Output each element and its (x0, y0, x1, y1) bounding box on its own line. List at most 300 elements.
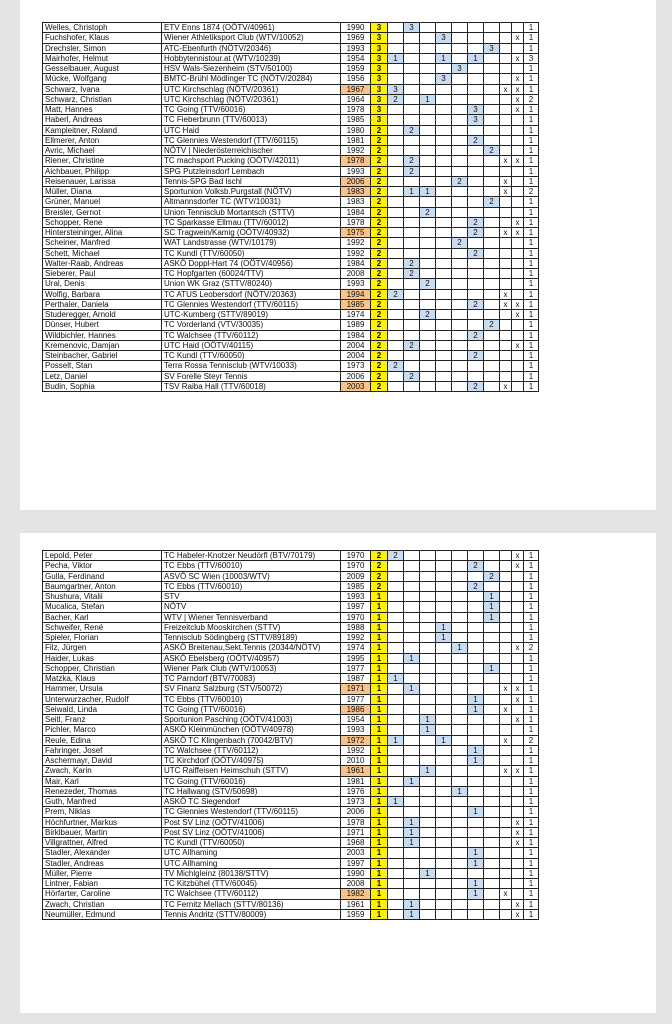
table-row (43, 704, 539, 714)
mark-cell (512, 848, 524, 858)
tournament-slot-cell (436, 217, 452, 227)
tournament-slot-cell: 2 (468, 135, 484, 145)
tournament-slot-cell: 1 (420, 715, 436, 725)
tournament-slot-cell (388, 766, 404, 776)
tournament-slot-cell (452, 269, 468, 279)
tournament-slot-cell (484, 371, 500, 381)
count-cell: 1 (524, 602, 539, 612)
tournament-slot-cell (484, 351, 500, 361)
tournament-slot-cell: 2 (468, 381, 484, 391)
points-cell: 1 (371, 756, 388, 766)
player-name-cell: Neumüller, Edmund (43, 909, 162, 919)
tournament-slot-cell (388, 125, 404, 135)
tournament-slot-cell (484, 53, 500, 63)
tournament-slot-cell (452, 899, 468, 909)
table-row (43, 299, 539, 309)
mark-cell (500, 909, 512, 919)
tournament-slot-cell (484, 258, 500, 268)
tournament-slot-cell (404, 704, 420, 714)
tournament-slot-cell (404, 643, 420, 653)
tournament-slot-cell (484, 704, 500, 714)
mark-cell (500, 105, 512, 115)
tournament-slot-cell (404, 592, 420, 602)
tournament-slot-cell: 2 (452, 238, 468, 248)
tournament-slot-cell (388, 807, 404, 817)
tournament-slot-cell (420, 612, 436, 622)
tournament-slot-cell (436, 797, 452, 807)
tournament-slot-cell (420, 248, 436, 258)
tournament-slot-cell (452, 156, 468, 166)
mark-cell (500, 125, 512, 135)
table-row (43, 269, 539, 279)
count-cell: 1 (524, 786, 539, 796)
tournament-slot-cell: 1 (452, 643, 468, 653)
tournament-slot-cell (436, 899, 452, 909)
points-cell: 1 (371, 715, 388, 725)
points-cell: 1 (371, 776, 388, 786)
points-cell: 2 (371, 279, 388, 289)
tournament-slot-cell (388, 725, 404, 735)
tournament-slot-cell: 2 (484, 571, 500, 581)
tournament-slot-cell (468, 23, 484, 33)
tournament-slot-cell (452, 715, 468, 725)
count-cell: 1 (524, 879, 539, 889)
table-row (43, 115, 539, 125)
club-cell: TC machsport Pucking (OÖTV/42011) (162, 156, 341, 166)
tournament-slot-cell (420, 146, 436, 156)
tournament-slot-cell (468, 125, 484, 135)
tournament-slot-cell (484, 156, 500, 166)
birth-year-cell: 2006 (341, 807, 371, 817)
tournament-slot-cell (404, 622, 420, 632)
tournament-slot-cell (388, 135, 404, 145)
table-row (43, 23, 539, 33)
tournament-slot-cell (468, 622, 484, 632)
points-cell: 2 (371, 258, 388, 268)
tournament-slot-cell (420, 33, 436, 43)
player-name-cell: Ellmerer, Anton (43, 135, 162, 145)
tournament-slot-cell (404, 858, 420, 868)
points-cell: 2 (371, 197, 388, 207)
mark-cell (512, 381, 524, 391)
tournament-slot-cell (452, 166, 468, 176)
tournament-slot-cell (452, 704, 468, 714)
points-cell: 2 (371, 146, 388, 156)
tournament-slot-cell (420, 653, 436, 663)
tournament-slot-cell (484, 340, 500, 350)
tournament-slot-cell (452, 340, 468, 350)
birth-year-cell: 1978 (341, 217, 371, 227)
tournament-slot-cell (388, 156, 404, 166)
tournament-slot-cell (468, 653, 484, 663)
mark-cell (500, 899, 512, 909)
table-row (43, 889, 539, 899)
tournament-slot-cell (452, 371, 468, 381)
tournament-slot-cell (484, 848, 500, 858)
mark-cell (512, 115, 524, 125)
tournament-slot-cell: 3 (484, 43, 500, 53)
tournament-slot-cell (468, 74, 484, 84)
mark-cell (500, 166, 512, 176)
club-cell: Terra Rossa Tennisclub (WTV/10033) (162, 361, 341, 371)
mark-cell (500, 33, 512, 43)
tournament-slot-cell (420, 879, 436, 889)
table-row (43, 33, 539, 43)
table-row (43, 156, 539, 166)
tournament-slot-cell (420, 105, 436, 115)
club-cell: Union WK Graz (STTV/80240) (162, 279, 341, 289)
count-cell: 1 (524, 43, 539, 53)
club-cell: UTC Kirchschlag (NÖTV/20361) (162, 94, 341, 104)
tournament-slot-cell (388, 269, 404, 279)
mark-cell: x (512, 551, 524, 561)
tournament-slot-cell: 2 (404, 371, 420, 381)
table-row (43, 592, 539, 602)
count-cell: 1 (524, 551, 539, 561)
tournament-slot-cell (452, 838, 468, 848)
table-row (43, 238, 539, 248)
mark-cell (500, 115, 512, 125)
tournament-slot-cell (388, 909, 404, 919)
tournament-slot-cell (420, 622, 436, 632)
tournament-slot-cell (420, 684, 436, 694)
tournament-slot-cell (484, 176, 500, 186)
mark-cell (500, 53, 512, 63)
tournament-slot-cell (404, 310, 420, 320)
points-cell: 1 (371, 858, 388, 868)
tournament-slot-cell: 1 (484, 602, 500, 612)
mark-cell: x (500, 156, 512, 166)
mark-cell: x (512, 817, 524, 827)
tournament-slot-cell (452, 694, 468, 704)
tournament-slot-cell (484, 561, 500, 571)
tournament-slot-cell: 1 (468, 858, 484, 868)
points-cell: 1 (371, 663, 388, 673)
count-cell: 2 (524, 94, 539, 104)
tournament-slot-cell (484, 207, 500, 217)
tournament-slot-cell (388, 704, 404, 714)
tournament-slot-cell: 1 (404, 776, 420, 786)
mark-cell (512, 653, 524, 663)
birth-year-cell: 1992 (341, 745, 371, 755)
mark-cell (500, 786, 512, 796)
tournament-slot-cell (420, 643, 436, 653)
player-name-cell: Reisenauer, Larissa (43, 176, 162, 186)
player-name-cell: Unterwurzacher, Rudolf (43, 694, 162, 704)
table-row (43, 84, 539, 94)
tournament-slot-cell: 1 (420, 94, 436, 104)
count-cell: 2 (524, 735, 539, 745)
club-cell: TSV Raiba Hall (TTV/60018) (162, 381, 341, 391)
player-name-cell: Filz, Jürgen (43, 643, 162, 653)
player-name-cell: Ural, Denis (43, 279, 162, 289)
birth-year-cell: 1964 (341, 94, 371, 104)
mark-cell (512, 125, 524, 135)
tournament-slot-cell (436, 889, 452, 899)
tournament-slot-cell (404, 135, 420, 145)
tournament-slot-cell (436, 817, 452, 827)
tournament-slot-cell (388, 279, 404, 289)
count-cell: 1 (524, 817, 539, 827)
count-cell: 1 (524, 299, 539, 309)
table-row (43, 94, 539, 104)
tournament-slot-cell (468, 909, 484, 919)
count-cell: 1 (524, 581, 539, 591)
birth-year-cell: 1992 (341, 238, 371, 248)
tournament-slot-cell (452, 797, 468, 807)
mark-cell: x (500, 187, 512, 197)
tournament-slot-cell (484, 248, 500, 258)
club-cell: TC Glennies Westendorf (TTV/60115) (162, 135, 341, 145)
player-name-cell: Perthaler, Daniela (43, 299, 162, 309)
tournament-slot-cell (404, 176, 420, 186)
birth-year-cell: 1967 (341, 84, 371, 94)
tournament-slot-cell (420, 166, 436, 176)
count-cell: 1 (524, 105, 539, 115)
table-row (43, 602, 539, 612)
points-cell: 1 (371, 745, 388, 755)
tournament-slot-cell (420, 320, 436, 330)
count-cell: 1 (524, 756, 539, 766)
points-cell: 2 (371, 340, 388, 350)
table-row (43, 725, 539, 735)
tournament-slot-cell (468, 592, 484, 602)
tournament-slot-cell (404, 715, 420, 725)
tournament-slot-cell: 1 (420, 725, 436, 735)
birth-year-cell: 1983 (341, 187, 371, 197)
mark-cell (512, 602, 524, 612)
tournament-slot-cell (388, 74, 404, 84)
tournament-slot-cell (436, 848, 452, 858)
player-name-cell: Zwach, Christian (43, 899, 162, 909)
birth-year-cell: 1995 (341, 653, 371, 663)
tournament-slot-cell (388, 602, 404, 612)
tournament-slot-cell (436, 330, 452, 340)
tournament-slot-cell (388, 340, 404, 350)
points-cell: 1 (371, 674, 388, 684)
tournament-slot-cell (436, 715, 452, 725)
player-name-cell: Schweifer, René (43, 622, 162, 632)
count-cell: 1 (524, 663, 539, 673)
birth-year-cell: 1981 (341, 135, 371, 145)
birth-year-cell: 2003 (341, 381, 371, 391)
club-cell: TC Glennies Westendorf (TTV/60115) (162, 807, 341, 817)
count-cell: 1 (524, 745, 539, 755)
birth-year-cell: 1956 (341, 74, 371, 84)
tournament-slot-cell (468, 279, 484, 289)
player-name-cell: Budin, Sophia (43, 381, 162, 391)
club-cell: ASVÖ SC Wien (10003/WTV) (162, 571, 341, 581)
count-cell: 1 (524, 279, 539, 289)
count-cell: 1 (524, 838, 539, 848)
count-cell: 1 (524, 674, 539, 684)
tournament-slot-cell (484, 868, 500, 878)
table-row (43, 766, 539, 776)
club-cell: TC Going (TTV/60016) (162, 776, 341, 786)
birth-year-cell: 1970 (341, 561, 371, 571)
mark-cell (500, 258, 512, 268)
tournament-slot-cell (484, 381, 500, 391)
count-cell: 1 (524, 330, 539, 340)
ranking-table (42, 22, 539, 392)
tournament-slot-cell: 2 (484, 320, 500, 330)
club-cell: SV Finanz Salzburg (STV/50072) (162, 684, 341, 694)
player-name-cell: Prem, Niklas (43, 807, 162, 817)
tournament-slot-cell (468, 156, 484, 166)
birth-year-cell: 1972 (341, 735, 371, 745)
mark-cell: x (512, 53, 524, 63)
tournament-slot-cell: 3 (436, 74, 452, 84)
tournament-slot-cell: 3 (404, 23, 420, 33)
tournament-slot-cell (452, 848, 468, 858)
count-cell: 1 (524, 248, 539, 258)
tournament-slot-cell: 1 (436, 622, 452, 632)
tournament-slot-cell (436, 94, 452, 104)
tournament-slot-cell (436, 694, 452, 704)
mark-cell (512, 279, 524, 289)
tournament-slot-cell (452, 776, 468, 786)
tournament-slot-cell (388, 228, 404, 238)
points-cell: 2 (371, 381, 388, 391)
tournament-slot-cell (404, 94, 420, 104)
points-cell: 1 (371, 879, 388, 889)
mark-cell: x (500, 735, 512, 745)
points-cell: 1 (371, 704, 388, 714)
mark-cell: x (500, 704, 512, 714)
tournament-slot-cell: 1 (484, 592, 500, 602)
mark-cell (512, 166, 524, 176)
tournament-slot-cell (484, 581, 500, 591)
mark-cell (512, 663, 524, 673)
tournament-slot-cell (468, 766, 484, 776)
table-row (43, 827, 539, 837)
tournament-slot-cell (388, 33, 404, 43)
tournament-slot-cell (388, 827, 404, 837)
tournament-slot-cell: 3 (452, 64, 468, 74)
tournament-slot-cell (420, 633, 436, 643)
table-row (43, 64, 539, 74)
points-cell: 2 (371, 166, 388, 176)
tournament-slot-cell (452, 622, 468, 632)
tournament-slot-cell (452, 663, 468, 673)
mark-cell: x (500, 299, 512, 309)
tournament-slot-cell (404, 115, 420, 125)
birth-year-cell: 1990 (341, 868, 371, 878)
birth-year-cell: 1977 (341, 663, 371, 673)
table-row (43, 612, 539, 622)
tournament-slot-cell (436, 279, 452, 289)
player-name-cell: Stadler, Andreas (43, 858, 162, 868)
points-cell: 1 (371, 889, 388, 899)
tournament-slot-cell: 2 (452, 176, 468, 186)
mark-cell: x (512, 94, 524, 104)
count-cell: 1 (524, 848, 539, 858)
tournament-slot-cell (436, 551, 452, 561)
tournament-slot-cell (452, 725, 468, 735)
points-cell: 2 (371, 187, 388, 197)
club-cell: UTC Kirchschlag (NÖTV/20361) (162, 84, 341, 94)
tournament-slot-cell (452, 602, 468, 612)
club-cell: TC Glennies Westendorf (TTV/60115) (162, 299, 341, 309)
tournament-slot-cell (404, 361, 420, 371)
tournament-slot-cell (388, 581, 404, 591)
tournament-slot-cell (436, 269, 452, 279)
tournament-slot-cell (484, 797, 500, 807)
table-row (43, 581, 539, 591)
club-cell: TC Ebbs (TTV/60010) (162, 561, 341, 571)
club-cell: ETV Enns 1874 (OÖTV/40961) (162, 23, 341, 33)
tournament-slot-cell (452, 289, 468, 299)
tournament-slot-cell (484, 694, 500, 704)
player-name-cell: Posselt, Stan (43, 361, 162, 371)
player-name-cell: Müller, Diana (43, 187, 162, 197)
tournament-slot-cell (420, 330, 436, 340)
club-cell: UTC-Kumberg (STTV/89019) (162, 310, 341, 320)
tournament-slot-cell: 2 (388, 551, 404, 561)
count-cell: 1 (524, 23, 539, 33)
tournament-slot-cell (420, 217, 436, 227)
tournament-slot-cell (468, 684, 484, 694)
tournament-slot-cell (420, 43, 436, 53)
tournament-slot-cell: 1 (420, 766, 436, 776)
mark-cell (500, 238, 512, 248)
tournament-slot-cell (468, 571, 484, 581)
tournament-slot-cell (404, 351, 420, 361)
club-cell: TC Fieberbrunn (TTV/60013) (162, 115, 341, 125)
count-cell: 1 (524, 84, 539, 94)
tournament-slot-cell (436, 653, 452, 663)
tournament-slot-cell (388, 258, 404, 268)
points-cell: 1 (371, 807, 388, 817)
points-cell: 1 (371, 766, 388, 776)
tournament-slot-cell (468, 269, 484, 279)
tournament-slot-cell (468, 776, 484, 786)
tournament-slot-cell (484, 653, 500, 663)
tournament-slot-cell: 1 (404, 817, 420, 827)
mark-cell (500, 197, 512, 207)
tournament-slot-cell (388, 653, 404, 663)
tournament-slot-cell: 1 (468, 53, 484, 63)
tournament-slot-cell (468, 899, 484, 909)
mark-cell (500, 23, 512, 33)
mark-cell (512, 361, 524, 371)
tournament-slot-cell (420, 704, 436, 714)
tournament-slot-cell (468, 633, 484, 643)
tournament-slot-cell (452, 735, 468, 745)
table-row (43, 166, 539, 176)
mark-cell: x (512, 74, 524, 84)
tournament-slot-cell (404, 74, 420, 84)
mark-cell (512, 43, 524, 53)
mark-cell (512, 622, 524, 632)
points-cell: 1 (371, 817, 388, 827)
tournament-slot-cell (436, 612, 452, 622)
tournament-slot-cell (484, 827, 500, 837)
count-cell: 1 (524, 238, 539, 248)
table-row (43, 125, 539, 135)
mark-cell: x (512, 766, 524, 776)
tournament-slot-cell (436, 371, 452, 381)
player-name-cell: Reule, Edina (43, 735, 162, 745)
tournament-slot-cell (436, 228, 452, 238)
tournament-slot-cell (404, 571, 420, 581)
tournament-slot-cell (388, 310, 404, 320)
tournament-slot-cell: 2 (468, 561, 484, 571)
mark-cell (500, 633, 512, 643)
tournament-slot-cell (484, 715, 500, 725)
club-cell: Union Tennisclub Mortantsch (STTV) (162, 207, 341, 217)
mark-cell (512, 371, 524, 381)
